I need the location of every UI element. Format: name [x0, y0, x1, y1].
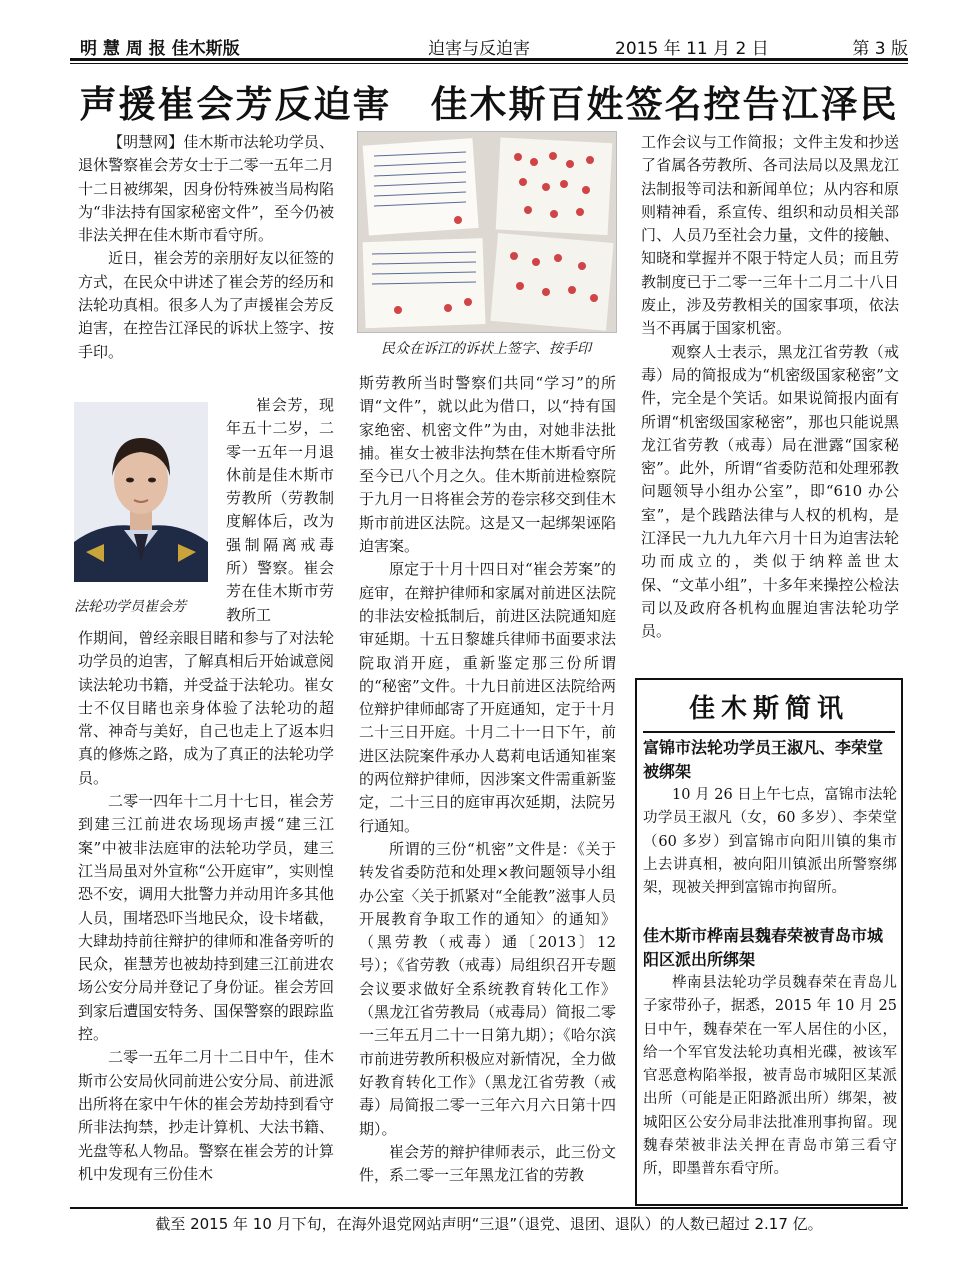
brief-title: 佳木斯简讯	[688, 694, 849, 724]
paragraph: 原定于十月十四日对“崔会芳案”的庭审，在辩护律师和家属对前进区法院的非法安检抵制后，前进区法院通知庭审延期。十五日黎雄兵律师书面要求法院取消开庭，重新鉴定那三份所谓的“秘密”文件。十九日前进区法院给两位辩护律师邮寄了开庭通知，定于十月二十三日开庭。十月二十一日下午，前进区法院案件承办人葛莉电话通知崔案的两位辩护律师，因涉案文件需重新鉴定，二十三日的庭审再次延期，法院另行通知。	[359, 560, 616, 835]
page-number: 第 3 版	[852, 39, 908, 59]
paragraph: 近日，崔会芳的亲朋好友以征签的方式，在民众中讲述了崔会芳的经历和法轮功真相。很多人为了声援崔会芳反迫害，在控告江泽民的诉状上签字、按手印。	[78, 249, 334, 361]
section-name: 迫害与反迫害	[428, 39, 530, 59]
headline: 声援崔会芳反迫害 佳木斯百姓签名控告江泽民	[79, 82, 899, 126]
paragraph: 崔会芳，现年五十二岁，二零一五年一月退休前是佳木斯市劳教所（劳教制度解体后，改为强制隔离戒毒所）警察。崔会芳在佳木斯市劳教所工	[226, 396, 334, 624]
news-brief-box	[635, 678, 903, 1206]
portrait-image	[74, 402, 208, 582]
brief-item-2-body	[643, 972, 897, 1182]
article-column-1-bottom	[78, 627, 334, 1186]
paragraph: 【明慧网】佳木斯市法轮功学员、退休警察崔会芳女士于二零一五年二月十二日被绑架，因身份特殊被当局构陷为“非法持有国家秘密文件”，至今仍被非法关押在佳木斯市看守所。	[78, 133, 334, 245]
paragraph: 所谓的三份“机密”文件是：《关于转发省委防范和处理×教问题领导小组办公室〈关于抓紧对“全能教”滋事人员开展教育争取工作的通知〉的通知》（黑劳教（戒毒）通〔2013〕12 号）；《省劳教（戒毒）局组织召开专题会议要求做好全系统教育转化工作》（黑龙江省劳教局（戒毒局）简报二零一三年五月二十一日第九期）；《哈尔滨市前进劳教所积极应对新情况，全力做好教育转化工作》（黑龙江省劳教（戒毒）局简报二零一三年六月六日第十四期）。	[359, 839, 616, 1138]
brief-rule	[643, 731, 895, 733]
article-column-1-narrow	[226, 394, 334, 627]
paper-name: 明 慧 周 报 佳木斯版	[80, 39, 240, 59]
article-column-3	[641, 131, 899, 644]
paragraph: 二零一五年二月十二日中午，佳木斯市公安局伙同前进公安分局、前进派出所将在家中午休的崔会芳劫持到看守所非法拘禁，抄走计算机、大法书籍、光盘等私人物品。警察在崔会芳的计算机中发现有三份佳木	[78, 1048, 334, 1183]
paragraph: 作期间，曾经亲眼目睹和参与了对法轮功学员的迫害，了解真相后开始诚意阅读法轮功书籍，并受益于法轮功。崔女士不仅目睹也亲身体验了法轮功的超常、神奇与美好，自己也走上了返本归真的修炼之路，成为了真正的法轮功学员。	[78, 629, 334, 787]
brief-item-2-title: 佳木斯市桦南县魏春荣被青岛市城阳区派出所绑架	[643, 926, 884, 969]
brief-item-1-body	[643, 784, 897, 900]
paragraph: 二零一四年十二月十七日，崔会芳到建三江前进农场现场声援“建三江案”中被非法庭审的法轮功学员，建三江当局虽对外宣称“公开庭审”，实则惶恐不安，调用大批警力并动用许多其他人员，围堵恐吓当地民众，设卡堵截，大肆劫持前往辩护的律师和准备旁听的民众，崔慧芳也被劫持到建三江前进农场公安分局并登记了身份证。崔会芳回到家后遭国安特务、国保警察的跟踪监控。	[78, 792, 334, 1044]
footer-rule	[70, 1207, 908, 1209]
article-column-2	[359, 372, 616, 1187]
footer-note: 截至 2015 年 10 月下旬，在海外退党网站声明“三退”（退党、退团、退队）的人数已超过 2.17 亿。	[155, 1215, 823, 1233]
paragraph: 崔会芳的辩护律师表示，此三份文件，系二零一三年黑龙江省的劳教	[359, 1142, 616, 1185]
brief-item-1-title: 富锦市法轮功学员王淑凡、李荣堂被绑架	[643, 738, 884, 781]
petition-caption: 民众在诉江的诉状上签字、按手印	[381, 341, 591, 357]
portrait-photo	[74, 402, 208, 582]
paragraph: 10 月 26 日上午七点，富锦市法轮功学员王淑凡（女，60 多岁）、李荣堂（60 多岁）到富锦市向阳川镇的集市上去讲真相，被向阳川镇派出所警察绑架，现被关押到富锦市拘留所。	[643, 787, 897, 897]
paragraph: 观察人士表示，黑龙江省劳教（戒毒）局的简报成为“机密级国家秘密”文件，完全是个笑话。如果说简报内面有所谓“机密级国家秘密”，那也只能说黑龙江省劳教（戒毒）局在泄露“国家秘密”。此外，所谓“省委防范和处理邪教问题领导小组办公室”，即“610 办公室”，是个践踏法律与人权的机构，是江泽民一九九九年六月十日为迫害法轮功而成立的，类似于纳粹盖世太保、“文革小组”，十多年来操控公检法司以及政府各机构血腥迫害法轮功学员。	[641, 342, 899, 641]
paragraph: 工作会议与工作简报；文件主发和抄送了省属各劳教所、各司法局以及黑龙江法制报等司法和新闻单位；从内容和原则精神看，系宣传、组织和动员相关部门、人员乃至社会力量，文件的接触、知晓和掌握并不限于特定人员；而且劳教制度已于二零一三年十二月二十八日废止，涉及劳教相关的国家事项，依法当不再属于国家机密。	[641, 133, 899, 338]
masthead	[70, 30, 908, 60]
article-column-1-top	[78, 131, 334, 364]
petition-image	[358, 132, 616, 332]
petition-photo	[357, 131, 617, 333]
portrait-caption: 法轮功学员崔会芳	[74, 599, 186, 615]
header-rule	[70, 58, 908, 61]
paragraph: 斯劳教所当时警察们共同“学习”的所谓“文件”，就以此为借口，以“持有国家绝密、机密文件”为由，对她非法批捕。崔女士被非法拘禁在佳木斯看守所至今已八个月之久。佳木斯前进检察院于九月一日将崔会芳的卷宗移交到佳木斯市前进区法院。这是又一起绑架诬陷迫害案。	[359, 374, 616, 556]
paragraph: 桦南县法轮功学员魏春荣在青岛儿子家带孙子，据悉，2015 年 10 月 25 日中午，魏春荣在一军人居住的小区，给一个军官发法轮功真相光碟，被该军官恶意构陷举报，被青岛市城阳区某派出所（可能是正阳路派出所）绑架，被城阳区公安分局非法批准刑事拘留。现魏春荣被非法关押在青岛市第三看守所，即墨普东看守所。	[643, 975, 897, 1178]
header-rule-thin	[70, 63, 908, 64]
issue-date: 2015 年 11 月 2 日	[615, 39, 769, 59]
